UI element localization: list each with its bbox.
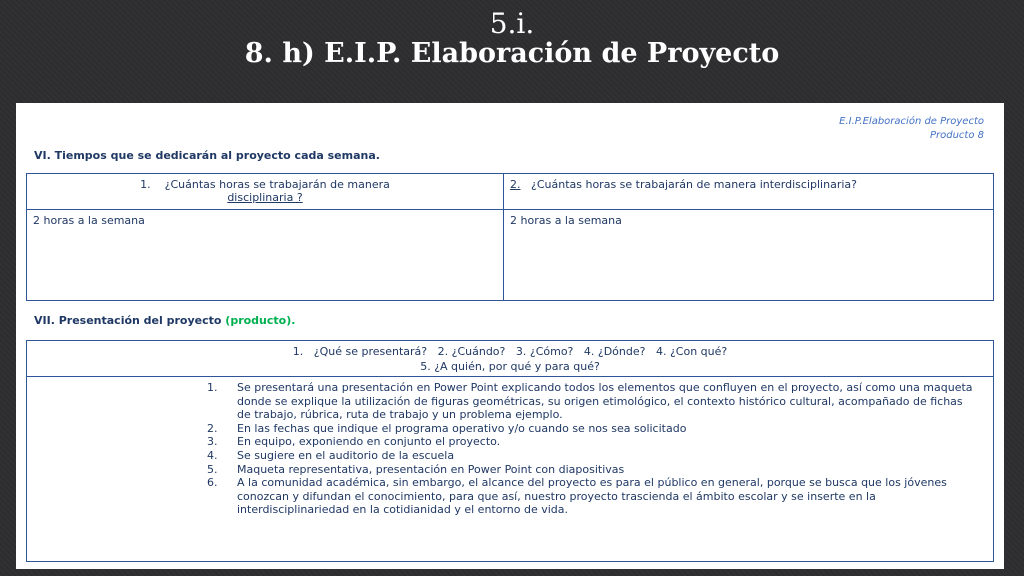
presentation-table <box>26 340 994 562</box>
document-image <box>16 103 1004 569</box>
answer-number: 3. <box>207 435 218 449</box>
answer-number: 6. <box>207 476 218 490</box>
section-vii-heading <box>34 314 295 327</box>
answer-text: En las fechas que indique el programa operativo y/o cuando se nos sea solicitado <box>237 421 687 435</box>
slide-title-text: 8. h) E.I.P. Elaboración de Proyecto <box>244 38 780 70</box>
answer-text: Maqueta representativa, presentación en Power Point con diapositivas <box>237 462 625 476</box>
answer-text: En equipo, exponiendo en conjunto el proyecto. <box>237 435 501 449</box>
answer-number: 4. <box>207 448 218 462</box>
slide-title-number: 5.i. <box>489 7 535 40</box>
answer-text: Se sugiere en el auditorio de la escuela <box>237 448 455 462</box>
presentation-questions-line1: 1. ¿Qué se presentará? 2. ¿Cuándo? 3. ¿Cómo? 4. ¿Dónde? 4. ¿Con qué? <box>292 345 728 358</box>
hours-table-row <box>27 210 994 301</box>
hours-table-header-interdisciplinary <box>504 174 994 210</box>
hours-disciplinary-value: 2 horas a la semana <box>27 210 504 301</box>
question-text: ¿Cuántas horas se trabajarán de manera interdisciplinaria? <box>531 178 857 191</box>
question-text-continued: disciplinaria ? <box>227 191 303 204</box>
answer-number: 1. <box>207 381 218 394</box>
answer-text: A la comunidad académica, sin embargo, el alcance del proyecto es para el público en general, porque se busca que los jóvenes conozcan y difundan el conocimiento, para que así, nuestro proyecto trascienda el ámbito escolar y se inserte en la interdisciplinariedad en la cotidianidad y el entorno de vida. <box>237 476 947 517</box>
question-text: ¿Cuántas horas se trabajarán de manera <box>164 178 390 191</box>
answer-item <box>207 449 973 463</box>
question-number: 1. <box>140 178 151 191</box>
answers-list <box>207 381 973 517</box>
document-header-product: Producto 8 <box>929 130 984 141</box>
question-number: 2. <box>510 178 521 191</box>
presentation-table-header <box>27 341 993 377</box>
hours-interdisciplinary-value: 2 horas a la semana <box>504 210 994 301</box>
hours-table-header-disciplinary <box>27 174 504 210</box>
hours-table <box>26 173 994 301</box>
presentation-questions-line2: 5. ¿A quién, por qué y para qué? <box>420 360 600 373</box>
answer-number: 5. <box>207 462 218 476</box>
section-vii-highlight: (producto). <box>225 314 296 327</box>
document-header-subject: E.I.P.Elaboración de Proyecto <box>839 116 984 127</box>
answer-item <box>207 476 973 517</box>
presentation-table-body <box>27 377 993 517</box>
answer-text: Se presentará una presentación en Power Point explicando todos los elementos que confluyen en el proyecto, así como una maqueta donde se explique la utilización de figuras geométricas, su origen etimológico, el contexto histórico cultural, acompañado de fichas de trabajo, rúbrica, ruta de trabajo y un problema ejemplo. <box>237 381 973 422</box>
answer-number: 2. <box>207 421 218 435</box>
answer-item <box>207 381 973 422</box>
answer-item <box>207 422 973 436</box>
document-header <box>839 115 984 143</box>
section-vi-heading: VI. Tiempos que se dedicarán al proyecto cada semana. <box>34 149 380 162</box>
section-vii-title: VII. Presentación del proyecto <box>34 314 222 327</box>
hours-table-header-row <box>27 174 994 210</box>
answer-item <box>207 435 973 449</box>
answer-item <box>207 463 973 477</box>
slide-title <box>0 8 1024 70</box>
